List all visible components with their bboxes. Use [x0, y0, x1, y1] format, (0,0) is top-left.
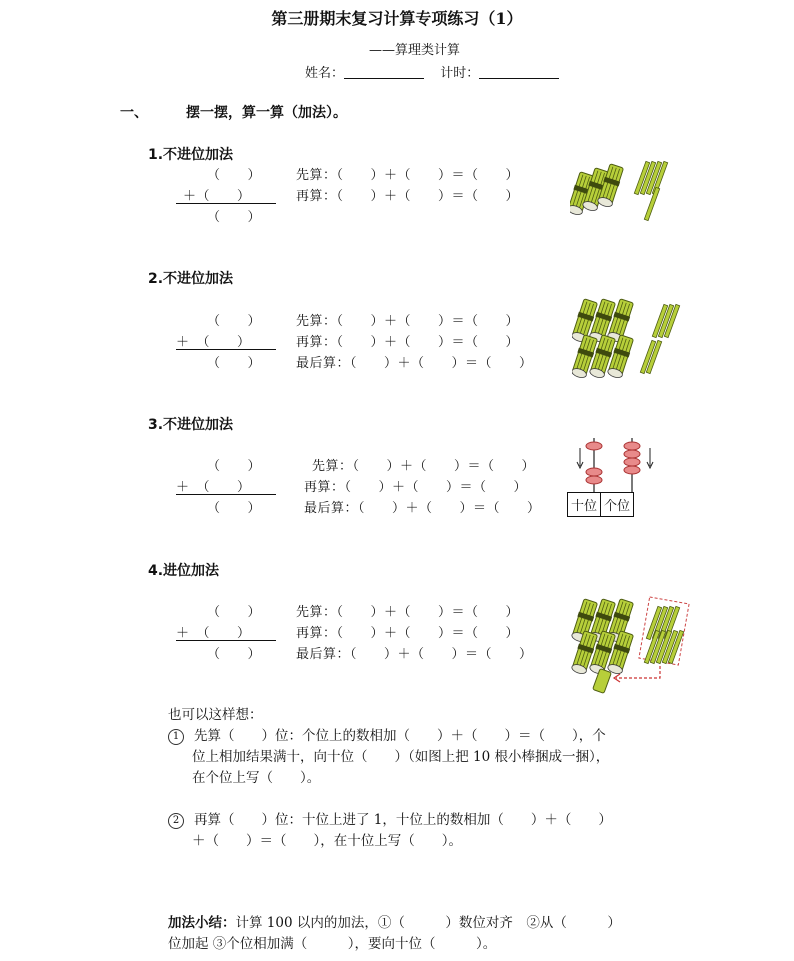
place-value-box	[567, 492, 634, 517]
problem-1-step-1: 先算：（ ）＋（ ）＝（ ）	[296, 168, 520, 183]
alternative-item-1-line-1: 先算（ ）位：个位上的数相加（ ）＋（ ）＝（ ），个	[194, 728, 606, 744]
bundles-sticks-illustration	[572, 296, 688, 382]
problem-4-step-2: 再算：（ ）＋（ ）＝（ ）	[296, 626, 520, 641]
problem-4-step-3: 最后算：（ ）＋（ ）＝（ ）	[296, 647, 533, 662]
problem-2-step-3: 最后算：（ ）＋（ ）＝（ ）	[296, 356, 533, 371]
problem-2-step-2: 再算：（ ）＋（ ）＝（ ）	[296, 335, 520, 350]
problem-3-heading: 3.不进位加法	[148, 417, 234, 433]
problem-4-result: （ ）	[207, 647, 262, 662]
alternative-item-1-line-2: 位上相加结果满十，向十位（ ）（如图上把 10 根小棒捆成一捆），	[192, 749, 610, 765]
problem-2-heading: 2.不进位加法	[148, 271, 234, 287]
summary-line-1	[168, 913, 621, 934]
section-heading	[120, 102, 347, 122]
problem-4-addend: ＋ （ ）	[176, 626, 251, 641]
student-info	[305, 62, 559, 81]
tens-label: 十位	[571, 499, 598, 514]
page-title: 第三册期末复习计算专项练习（1）	[271, 9, 523, 28]
problem-2-top: （ ）	[207, 314, 262, 329]
problem-2-addend: ＋ （ ）	[176, 335, 251, 350]
regrouping-illustration	[570, 596, 690, 696]
time-field[interactable]	[479, 64, 559, 79]
problem-1-top: （ ）	[207, 168, 262, 183]
problem-4-rule	[176, 640, 276, 641]
summary-text-1: 计算 100 以内的加法，①（ ）数位对齐 ②从（ ）	[235, 915, 621, 931]
problem-4-heading: 4.进位加法	[148, 563, 220, 579]
problem-3-step-3: 最后算：（ ）＋（ ）＝（ ）	[304, 501, 541, 516]
problem-1-result: （ ）	[207, 210, 262, 225]
ones-label: 个位	[600, 493, 633, 516]
alternative-item-2	[168, 810, 612, 831]
alternative-item-1	[168, 726, 606, 747]
problem-3-step-2: 再算：（ ）＋（ ）＝（ ）	[304, 480, 528, 495]
problem-1-addend: ＋（ ）	[183, 189, 251, 204]
problem-2-rule	[176, 349, 276, 350]
alternative-item-1-line-3: 在个位上写（ ）。	[192, 770, 321, 786]
summary-line-2: 位加起 ③个位相加满（ ），要向十位（ ）。	[168, 936, 497, 952]
alternative-intro: 也可以这样想：	[168, 707, 263, 723]
problem-3-step-1: 先算：（ ）＋（ ）＝（ ）	[312, 459, 536, 474]
problem-4-top: （ ）	[207, 605, 262, 620]
problem-4-step-1: 先算：（ ）＋（ ）＝（ ）	[296, 605, 520, 620]
bundles-sticks-illustration	[570, 155, 670, 223]
abacus-illustration	[570, 436, 660, 496]
circled-number: 2	[168, 813, 184, 829]
problem-3-result: （ ）	[207, 501, 262, 516]
problem-3-top: （ ）	[207, 459, 262, 474]
problem-3-rule	[176, 494, 276, 495]
section-number: 一、	[120, 105, 148, 121]
alternative-item-2-line-2: ＋（ ）＝（ ），在十位上写（ ）。	[192, 833, 462, 849]
problem-2-step-1: 先算：（ ）＋（ ）＝（ ）	[296, 314, 520, 329]
circled-number: 1	[168, 729, 184, 745]
section-title: 摆一摆，算一算（加法）。	[186, 105, 347, 121]
page-subtitle: ——算理类计算	[369, 43, 461, 58]
summary-label: 加法小结：	[168, 915, 236, 931]
name-field[interactable]	[344, 64, 424, 79]
problem-2-result: （ ）	[207, 356, 262, 371]
alternative-item-2-line-1: 再算（ ）位：十位上进了 1，十位上的数相加（ ）＋（ ）	[194, 812, 612, 828]
time-label: 计时：	[440, 66, 480, 81]
problem-1-heading: 1.不进位加法	[148, 147, 234, 163]
problem-3-addend: ＋ （ ）	[176, 480, 251, 495]
name-label: 姓名：	[305, 66, 345, 81]
problem-1-rule	[176, 203, 276, 204]
problem-1-step-2: 再算：（ ）＋（ ）＝（ ）	[296, 189, 520, 204]
